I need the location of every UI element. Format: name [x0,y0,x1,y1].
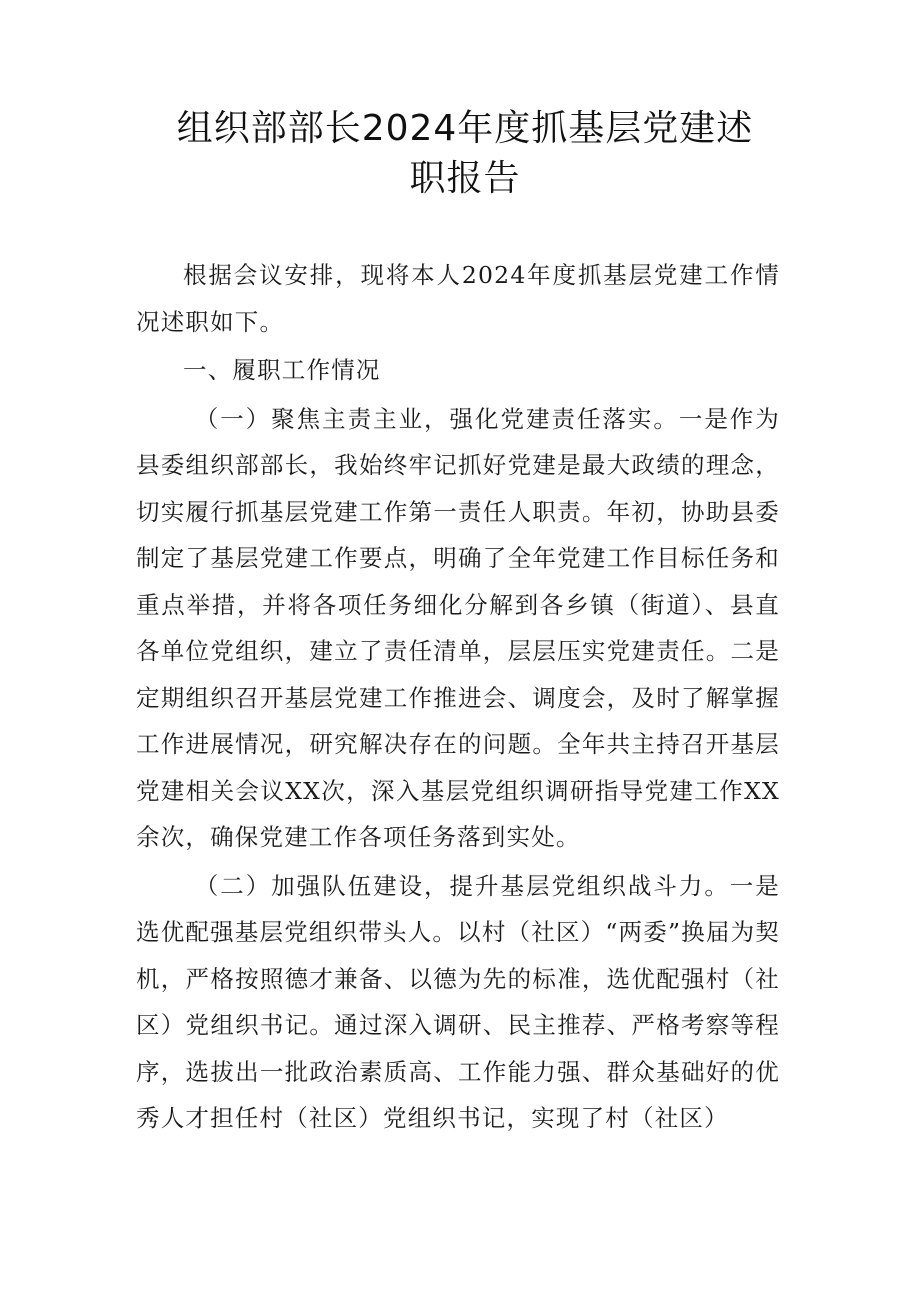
intro-paragraph: 根据会议安排，现将本人2024年度抓基层党建工作情况述职如下。 [136,261,780,336]
section-heading: 一、履职工作情况 [183,356,381,384]
paragraph-one: （一）聚焦主责主业，强化党建责任落实。一是作为县委组织部部长，我始终牢记抓好党建是最大政绩的理念，切实履行抓基层党建工作第一责任人职责。年初，协助县委制定了基层党建工作要点，明确了全年党建工作目标任务和重点举措，并将各项任务细化分解到各乡镇（街道）、县直各单位党组织，建立了责任清单，层层压实党建责任。二是定期组织召开基层党建工作推进会、调度会，及时了解掌握工作进展情况，研究解决存在的问题。全年共主持召开基层党建相关会议XX次，深入基层党组织调研指导党建工作XX余次，确保党建工作各项任务落到实处。 [136,404,780,851]
document-body [136,252,780,1144]
document-title: 组织部部长2024年度抓基层党建述职报告 [176,108,754,199]
paragraph-two: （二）加强队伍建设，提升基层党组织战斗力。一是选优配强基层党组织带头人。以村（社区）“两委”换届为契机，严格按照德才兼备、以德为先的标准，选优配强村（社区）党组织书记。通过深入调研、民主推荐、严格考察等程序，选拔出一批政治素质高、工作能力强、群众基础好的优秀人才担任村（社区）党组织书记，实现了村（社区） [136,871,780,1132]
